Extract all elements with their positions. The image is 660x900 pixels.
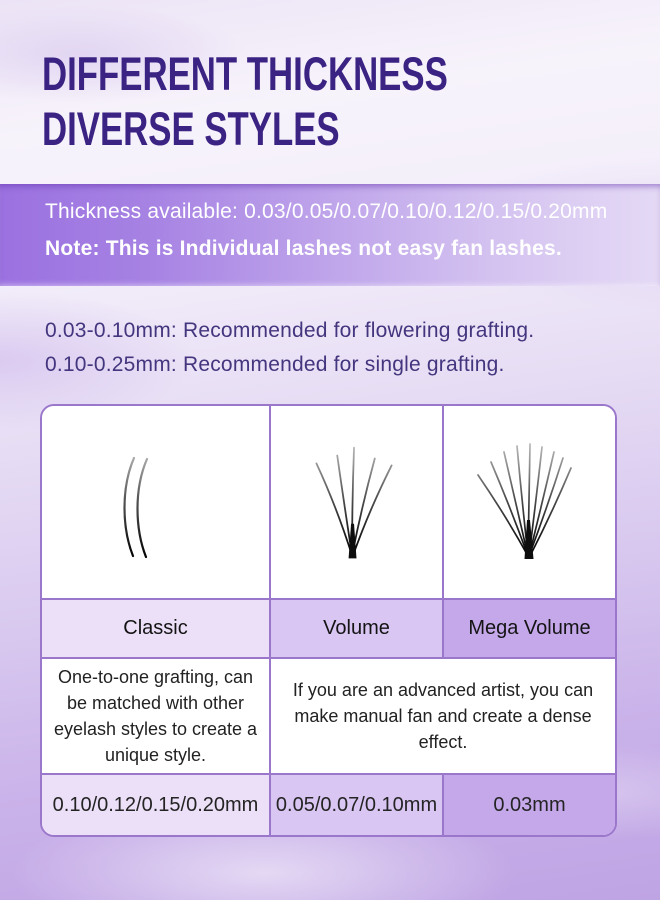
- mega-volume-lash-fan-icon: [444, 406, 615, 598]
- mega-volume-thickness-value: 0.03mm: [442, 773, 615, 835]
- title-line-2: DIVERSE STYLES: [42, 102, 340, 155]
- single-grafting-recommendation: 0.10-0.25mm: Recommended for single grafting.: [45, 353, 505, 376]
- flowering-grafting-recommendation: 0.03-0.10mm: Recommended for flowering grafting.: [45, 319, 535, 342]
- volume-thickness-value: 0.05/0.07/0.10mm: [269, 773, 442, 835]
- page-title: [42, 46, 448, 156]
- banner-thickness-text: Thickness available: 0.03/0.05/0.07/0.10/0.12/0.15/0.20mm: [45, 200, 608, 223]
- banner-note-text: Note: This is Individual lashes not easy fan lashes.: [45, 237, 562, 260]
- classic-description: One-to-one grafting, can be matched with other eyelash styles to create a unique style.: [42, 657, 269, 773]
- mega-volume-style-label: Mega Volume: [442, 598, 615, 657]
- classic-style-label: Classic: [42, 598, 269, 657]
- title-line-1: DIFFERENT THICKNESS: [42, 47, 448, 100]
- volume-lash-fan-icon: [271, 406, 442, 598]
- thickness-banner: [0, 184, 660, 286]
- advanced-artist-description: If you are an advanced artist, you can make manual fan and create a dense effect.: [269, 657, 615, 773]
- classic-illustration-cell: [42, 406, 269, 598]
- grafting-recommendations: [45, 314, 534, 382]
- lash-styles-table: [40, 404, 617, 837]
- classic-lash-icon: [42, 406, 269, 598]
- volume-illustration-cell: [269, 406, 442, 598]
- classic-thickness-value: 0.10/0.12/0.15/0.20mm: [42, 773, 269, 835]
- volume-style-label: Volume: [269, 598, 442, 657]
- mega-volume-illustration-cell: [442, 406, 615, 598]
